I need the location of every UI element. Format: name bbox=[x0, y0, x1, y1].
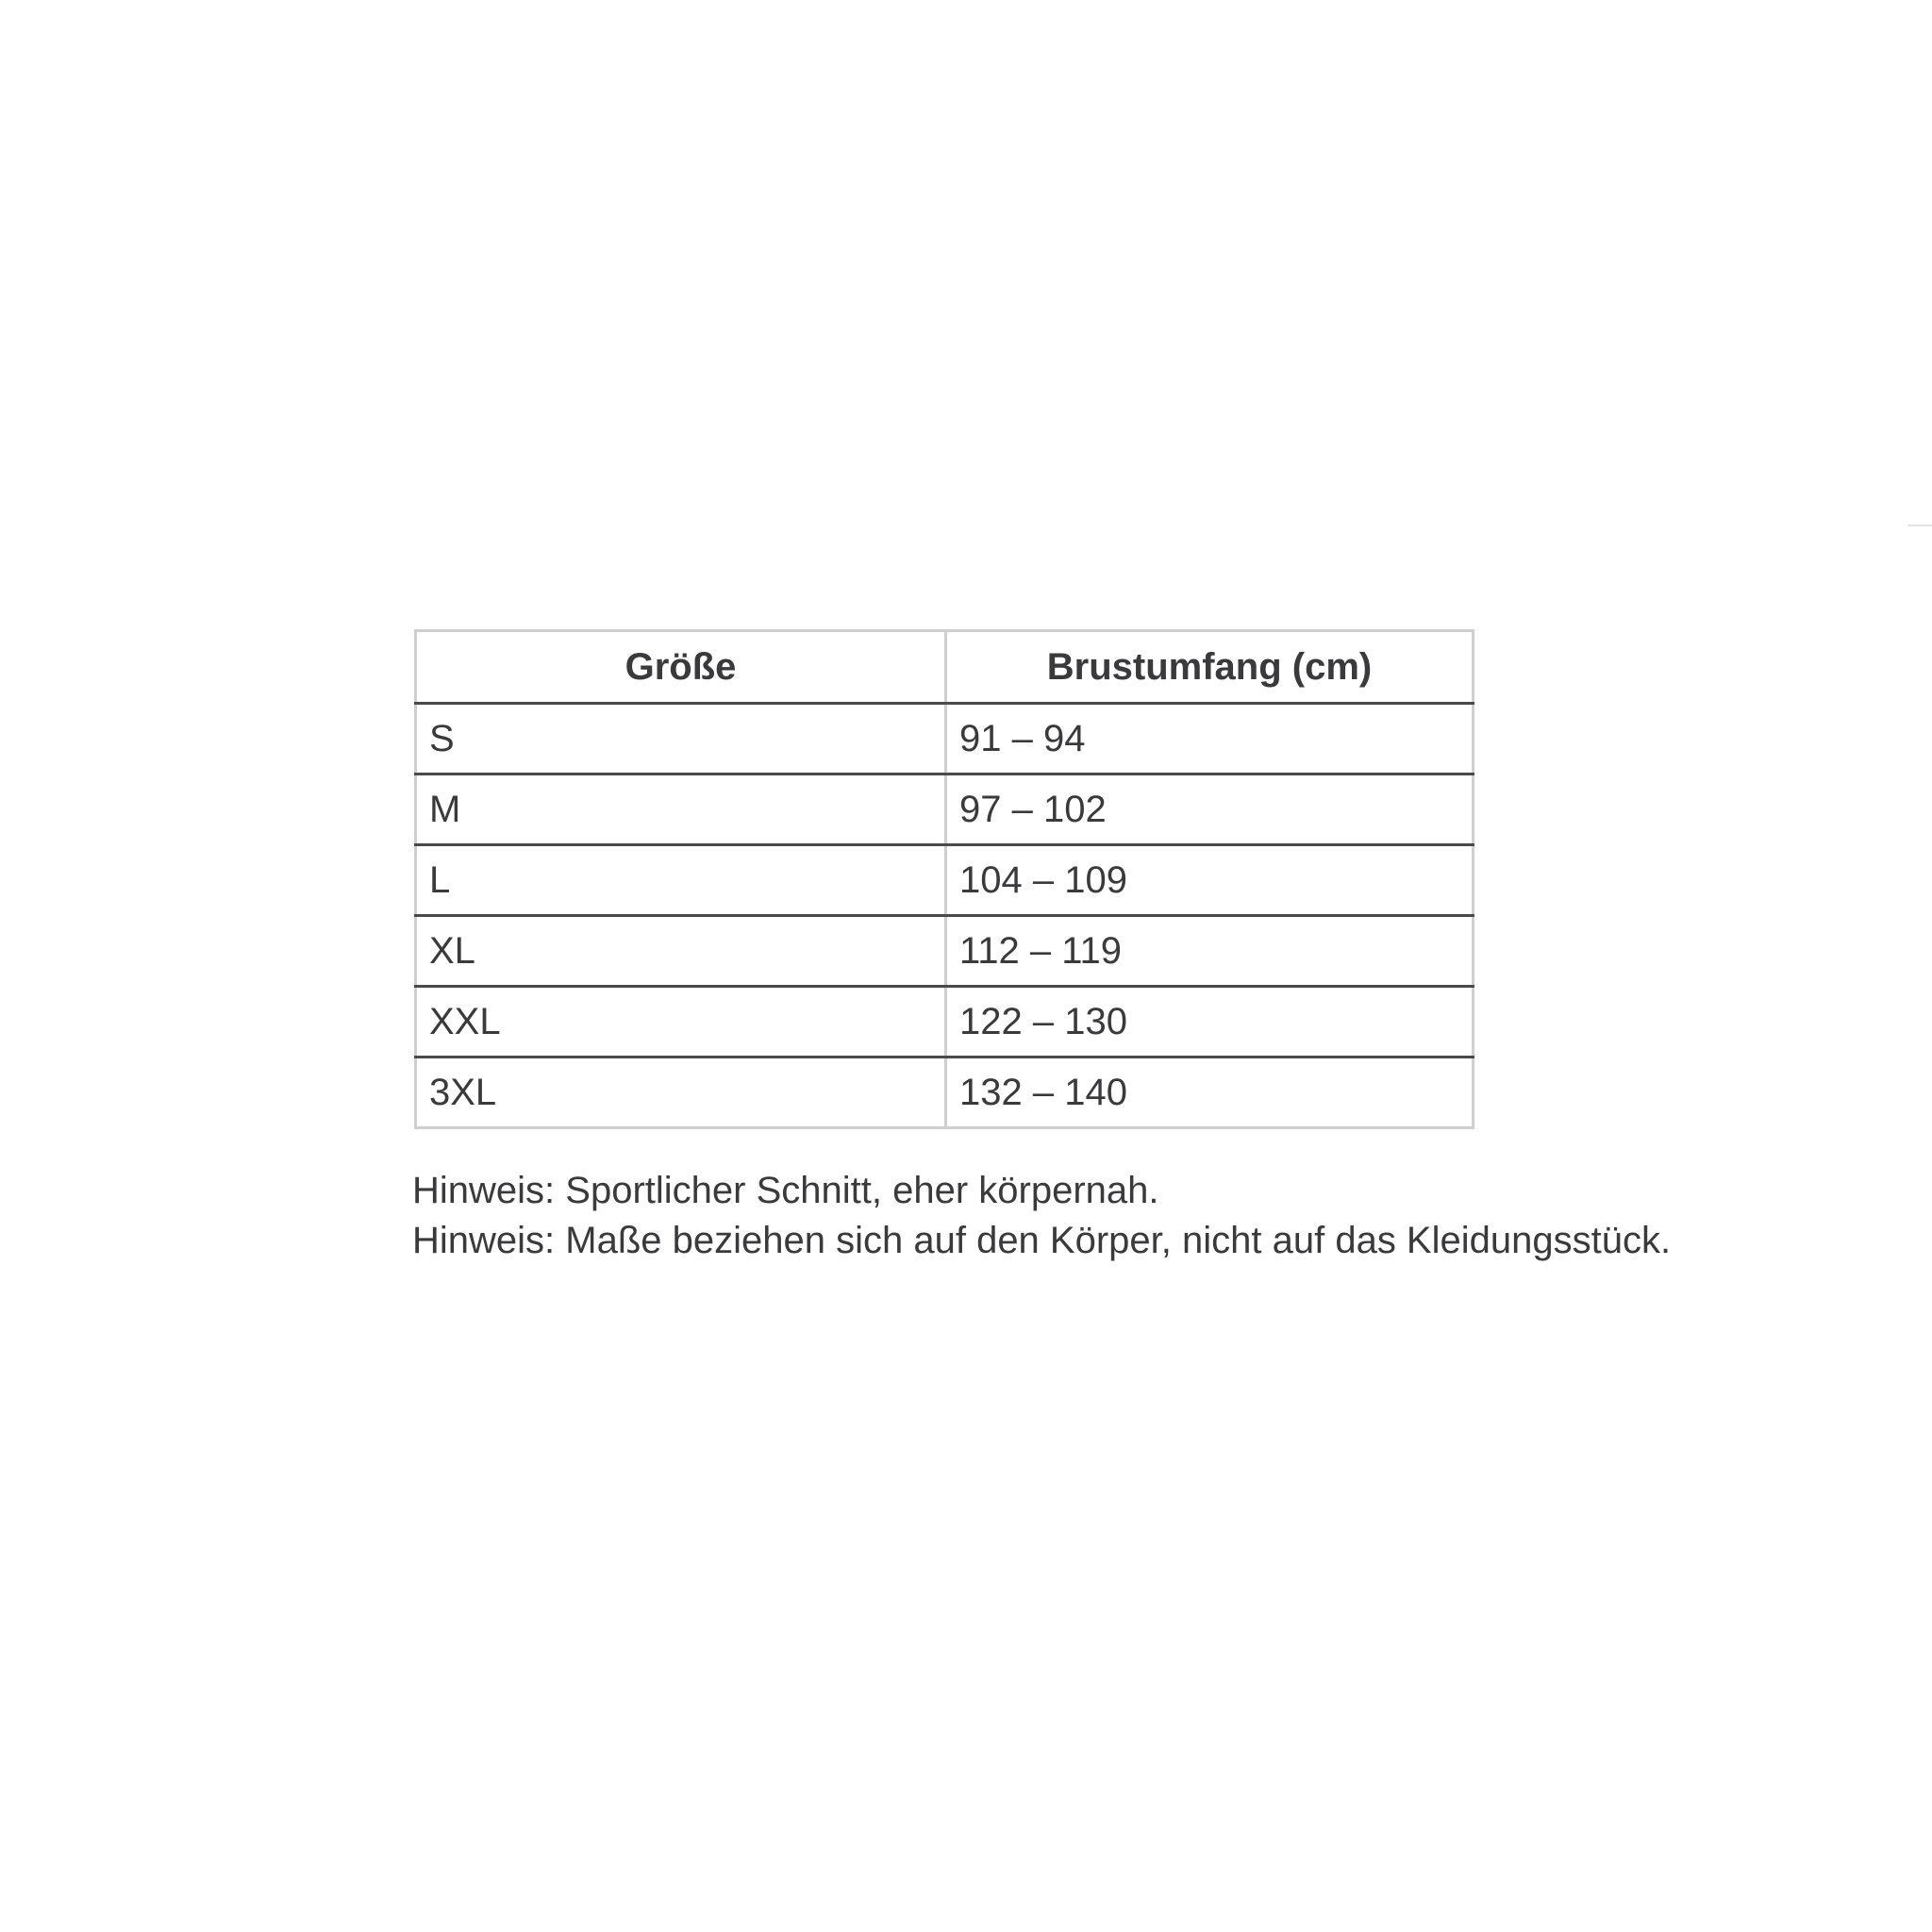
table-row bbox=[416, 845, 1474, 916]
size-cell: 3XL bbox=[416, 1058, 946, 1128]
notes bbox=[412, 1166, 1671, 1266]
chest-cell: 91 – 94 bbox=[946, 704, 1474, 774]
table-header bbox=[416, 631, 1474, 704]
chest-cell: 122 – 130 bbox=[946, 987, 1474, 1058]
table-row bbox=[416, 1058, 1474, 1128]
table-body bbox=[416, 704, 1474, 1128]
table-row bbox=[416, 916, 1474, 987]
size-cell: M bbox=[416, 774, 946, 845]
size-cell: XL bbox=[416, 916, 946, 987]
size-table bbox=[414, 629, 1474, 1129]
table-row bbox=[416, 704, 1474, 774]
header-row bbox=[416, 631, 1474, 704]
chest-cell: 132 – 140 bbox=[959, 1071, 1127, 1113]
chest-cell: 112 – 119 bbox=[946, 916, 1474, 987]
size-cell: L bbox=[416, 845, 946, 916]
size-cell: S bbox=[416, 704, 946, 774]
note-fit: Hinweis: Sportlicher Schnitt, eher körpernah. bbox=[412, 1170, 1159, 1211]
chest-cell: 97 – 102 bbox=[946, 774, 1474, 845]
chest-cell: 104 – 109 bbox=[946, 845, 1474, 916]
edge-divider bbox=[1907, 525, 1932, 526]
header-chest: Brustumfang (cm) bbox=[946, 631, 1474, 704]
size-cell: XXL bbox=[416, 987, 946, 1058]
table-row bbox=[416, 774, 1474, 845]
table-row bbox=[416, 987, 1474, 1058]
note-measurements: Hinweis: Maße beziehen sich auf den Körper, nicht auf das Kleidungsstück. bbox=[412, 1220, 1672, 1261]
header-size: Größe bbox=[416, 631, 946, 704]
